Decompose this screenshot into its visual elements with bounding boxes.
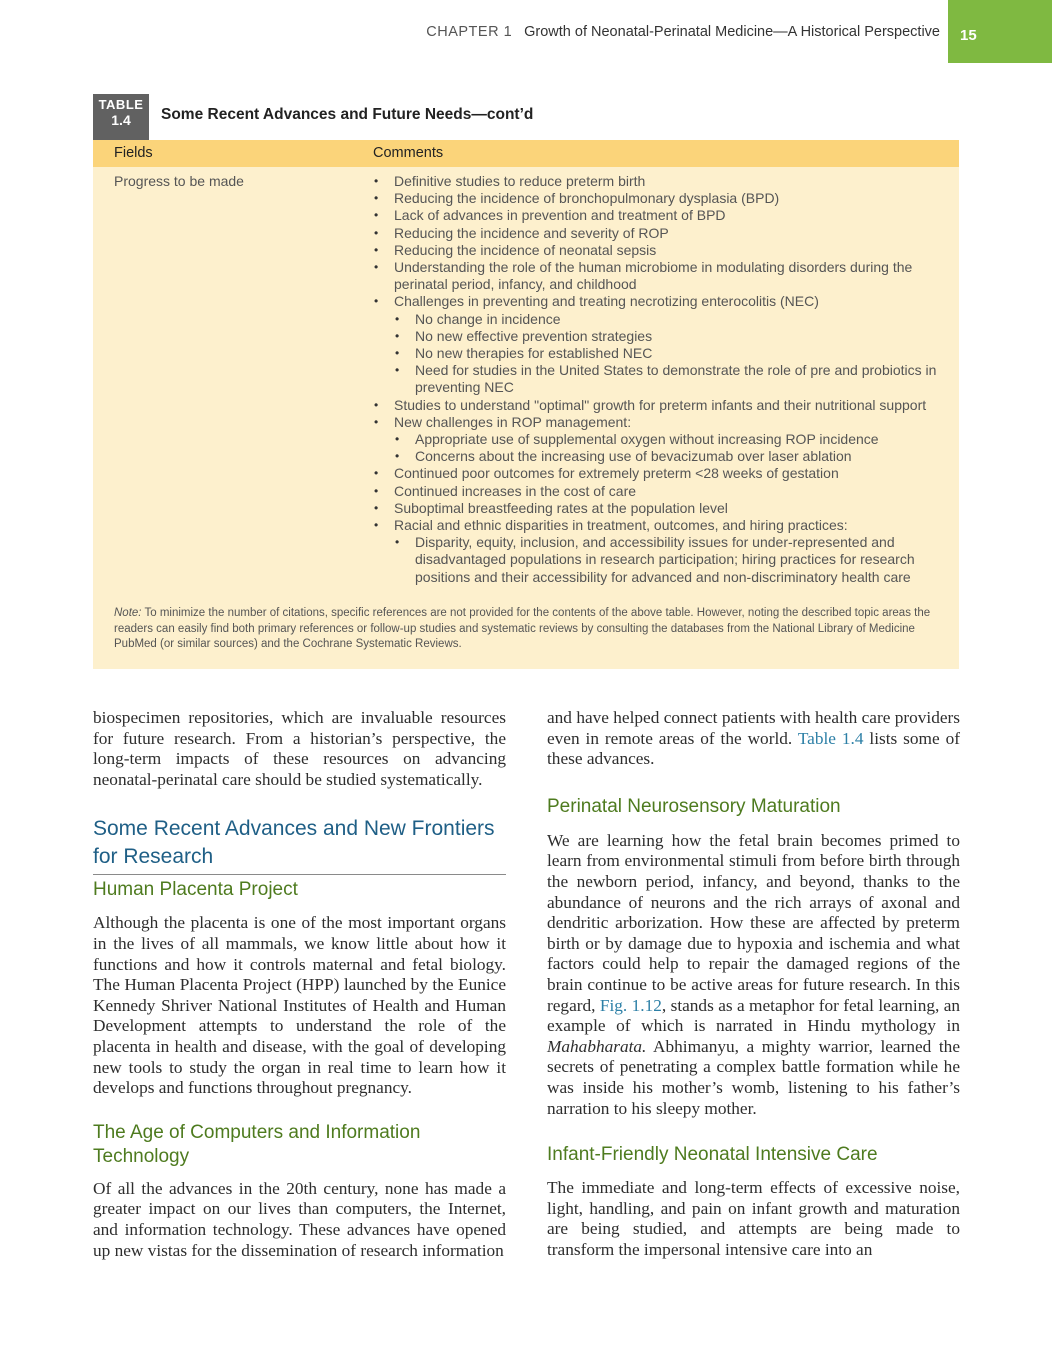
list-item: • New challenges in ROP management: xyxy=(373,414,953,431)
list-item: • Understanding the role of the human microbiome in modulating disorders during the perinatal period, infancy, and childhood xyxy=(373,259,953,293)
neuro-paragraph xyxy=(547,831,960,1119)
column-header-fields: Fields xyxy=(114,145,153,161)
list-item: • Suboptimal breastfeeding rates at the population level xyxy=(373,500,953,517)
nicu-heading: Infant-Friendly Neonatal Intensive Care xyxy=(547,1144,878,1166)
list-item: • Racial and ethnic disparities in treatment, outcomes, and hiring practices: xyxy=(373,517,953,534)
left-column xyxy=(93,708,506,1261)
neuro-text-2: , stands as a metaphor for fetal learning, an example of which is narrated in Hindu mythology in xyxy=(547,995,960,1036)
running-header xyxy=(426,24,940,40)
table-reference-link[interactable]: Table 1.4 xyxy=(797,728,864,748)
chapter-title: Growth of Neonatal-Perinatal Medicine—A Historical Perspective xyxy=(524,24,940,40)
sub-list-item: • No change in incidence xyxy=(373,311,953,328)
figure-reference-link[interactable]: Fig. 1.12 xyxy=(599,995,662,1015)
left-intro-paragraph: biospecimen repositories, which are invaluable resources for future research. From a historian’s perspective, the long-term impacts of these resources on advancing neonatal-perinatal care should be studied systematically. xyxy=(93,708,506,789)
sub-list-item: • Need for studies in the United States to demonstrate the role of pre and probiotics in preventing NEC xyxy=(373,362,953,396)
table-header-row xyxy=(93,140,959,167)
computers-paragraph: Of all the advances in the 20th century, none has made a greater impact on our lives than computers, the Internet, and information technology. These advances have opened up new vistas for the dissemination of research information xyxy=(93,1178,506,1260)
note-text: To minimize the number of citations, specific references are not provided for the contents of the above table. However, noting the described topic areas the readers can easily find both primary references or follow-up studies and systematic reviews by consulting the databases from the National Library of Medicine PubMed (or similar sources) and the Cochrane Systematic Reviews. xyxy=(114,607,931,651)
placenta-heading: Human Placenta Project xyxy=(93,879,298,901)
section-heading-rule xyxy=(93,874,506,875)
sub-list-item: • No new therapies for established NEC xyxy=(373,345,953,362)
list-item: • Reducing the incidence and severity of ROP xyxy=(373,225,953,242)
neuro-italic: Mahabharata. xyxy=(547,1036,647,1056)
sub-list-item: • No new effective prevention strategies xyxy=(373,328,953,345)
list-item: • Reducing the incidence of bronchopulmonary dysplasia (BPD) xyxy=(373,190,953,207)
list-item: • Lack of advances in prevention and treatment of BPD xyxy=(373,207,953,224)
field-cell: Progress to be made xyxy=(114,173,244,189)
right-intro-text-2: lists some of these advances. xyxy=(547,728,960,769)
page-number: 15 xyxy=(960,27,977,44)
list-item: • Continued poor outcomes for extremely preterm <28 weeks of gestation xyxy=(373,465,953,482)
table-label-word: TABLE xyxy=(98,97,144,112)
note-label: Note: xyxy=(114,607,142,619)
section-heading: Some Recent Advances and New Frontiers for Research xyxy=(93,817,495,869)
column-header-comments: Comments xyxy=(373,145,444,161)
list-item: • Definitive studies to reduce preterm birth xyxy=(373,173,953,190)
list-item: • Reducing the incidence of neonatal sepsis xyxy=(373,242,953,259)
table-body xyxy=(93,140,959,669)
placenta-paragraph: Although the placenta is one of the most important organs in the lives of all mammals, we know little about how it functions and how it controls maternal and fetal biology. The Human Placenta Project (HPP) launched by the Eunice Kennedy Shriver National Institutes of Health and Human Development attempts to understand the role of the placenta in health and disease, with the goal of developing new tools to study the organ in real time to learn how it develops and functions throughout pregnancy. xyxy=(93,913,506,1098)
sub-list-item: • Disparity, equity, inclusion, and accessibility issues for under-represented and disadvantaged populations in research participation; hiring practices for research positions and their accessibility for advanced and non-discriminatory health care xyxy=(373,534,953,586)
list-item: • Continued increases in the cost of care xyxy=(373,483,953,500)
neuro-heading: Perinatal Neurosensory Maturation xyxy=(547,795,841,817)
right-intro-paragraph xyxy=(547,708,960,770)
sub-list-item: • Concerns about the increasing use of bevacizumab over laser ablation xyxy=(373,448,953,465)
table-label-number: 1.4 xyxy=(111,112,131,128)
table-title: Some Recent Advances and Future Needs—cont’d xyxy=(161,106,534,123)
neuro-text-3: Abhimanyu, a mighty warrior, learned the secrets of penetrating a complex battle formation while he was inside his mother’s womb, listening to his father’s narration to his sleepy mother. xyxy=(547,1036,960,1118)
table-note xyxy=(114,606,944,653)
neuro-text-1: We are learning how the fetal brain becomes primed to learn from environmental stimuli from before birth through the newborn period, infancy, and beyond, thanks to the abundance of neurons and the rich arrays of axonal and dendritic arborization. How these are affected by preterm birth or by damage due to hypoxia and ischemia and what factors could help to repair the damaged regions of the brain continue to be active areas for future research. In this regard, xyxy=(547,830,960,1015)
sub-list-item: • Appropriate use of supplemental oxygen without increasing ROP incidence xyxy=(373,431,953,448)
list-item: • Challenges in preventing and treating necrotizing enterocolitis (NEC) xyxy=(373,293,953,310)
page-number-tab xyxy=(948,0,1052,63)
list-item: • Studies to understand "optimal" growth for preterm infants and their nutritional support xyxy=(373,397,953,414)
nicu-paragraph: The immediate and long-term effects of excessive noise, light, handling, and pain on infant growth and maturation are being studied, and attempts are being made to transform the impersonal intensive care into an xyxy=(547,1178,960,1259)
right-column xyxy=(547,708,960,1260)
comments-list xyxy=(373,173,953,586)
right-intro-text-1: and have helped connect patients with health care providers even in remote areas of the world. xyxy=(547,708,960,748)
table-label xyxy=(93,94,149,140)
chapter-label: CHAPTER 1 xyxy=(426,24,513,40)
computers-heading: The Age of Computers and Information Technology xyxy=(93,1121,421,1167)
